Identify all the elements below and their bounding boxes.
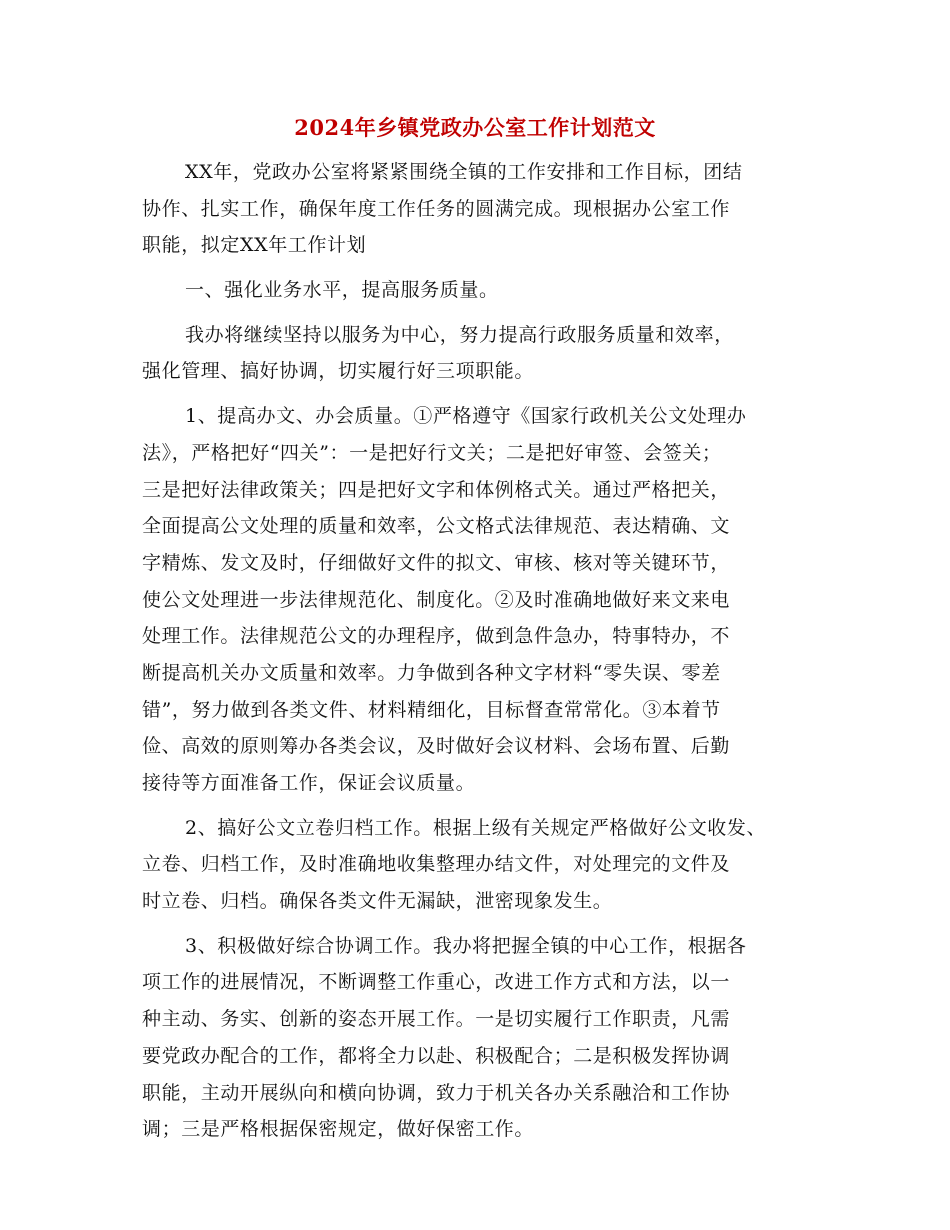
text-line: 立卷、归档工作，及时准确地收集整理办结文件，对处理完的文件及 [142,853,731,876]
text-line: 1、提高办文、办会质量。①严格遵守《国家行政机关公文处理办 [185,405,747,428]
text-line: 职能，主动开展纵向和横向协调，致力于机关各办关系融洽和工作协 [142,1081,731,1104]
text-line: 强化管理、搞好协调，切实履行好三项职能。 [142,360,535,383]
text-line: 断提高机关办文质量和效率。力争做到各种文字材料“零失误、零差 [142,661,721,684]
text-line: 3、积极做好综合协调工作。我办将把握全镇的中心工作，根据各 [185,934,747,957]
paragraph [142,928,832,1148]
text-line: 使公文处理进一步法律规范化、制度化。②及时准确地做好来文来电 [142,588,731,611]
text-line: 俭、高效的原则筹办各类会议，及时做好会议材料、会场布置、后勤 [142,735,731,758]
text-line: 调；三是严格根据保密规定，做好保密工作。 [142,1118,535,1141]
text-line: 处理工作。法律规范公文的办理程序，做到急件急办，特事特办，不 [142,625,731,648]
paragraph [142,398,832,802]
paragraph [142,317,832,390]
paragraph [142,810,832,920]
text-line: 种主动、务实、创新的姿态开展工作。一是切实履行工作职责，凡需 [142,1008,731,1031]
text-line: 法》，严格把好“四关”：一是把好行文关；二是把好审签、会签关； [142,441,722,464]
text-line: 错”，努力做到各类文件、材料精细化，目标督查常常化。③本着节 [142,698,721,721]
text-line: 职能，拟定XX年工作计划 [142,234,367,257]
document-body [142,154,832,1148]
text-line: 一、强化业务水平，提高服务质量。 [185,279,499,302]
text-line: 全面提高公文处理的质量和效率，公文格式法律规范、表达精确、文 [142,515,731,538]
text-line: 时立卷、归档。确保各类文件无漏缺，泄密现象发生。 [142,890,613,913]
text-line: 协作、扎实工作，确保年度工作任务的圆满完成。现根据办公室工作 [142,197,731,220]
text-line: 字精炼、发文及时，仔细做好文件的拟文、审核、核对等关键环节， [142,551,731,574]
text-line: 2、搞好公文立卷归档工作。根据上级有关规定严格做好公文收发、 [185,816,767,839]
text-line: 接待等方面准备工作，保证会议质量。 [142,772,476,794]
section-heading [142,272,832,309]
text-line: 要党政办配合的工作，都将全力以赴、积极配合；二是积极发挥协调 [142,1044,731,1067]
text-line: 三是把好法律政策关；四是把好文字和体例格式关。通过严格把关， [142,478,731,501]
paragraph [142,154,832,264]
text-line: 我办将继续坚持以服务为中心，努力提高行政服务质量和效率， [185,323,734,346]
text-line: XX年，党政办公室将紧紧围绕全镇的工作安排和工作目标，团结 [185,161,743,183]
document-title: 2024年乡镇党政办公室工作计划范文 [294,115,656,140]
text-line: 项工作的进展情况，不断调整工作重心，改进工作方式和方法，以一 [142,971,731,994]
